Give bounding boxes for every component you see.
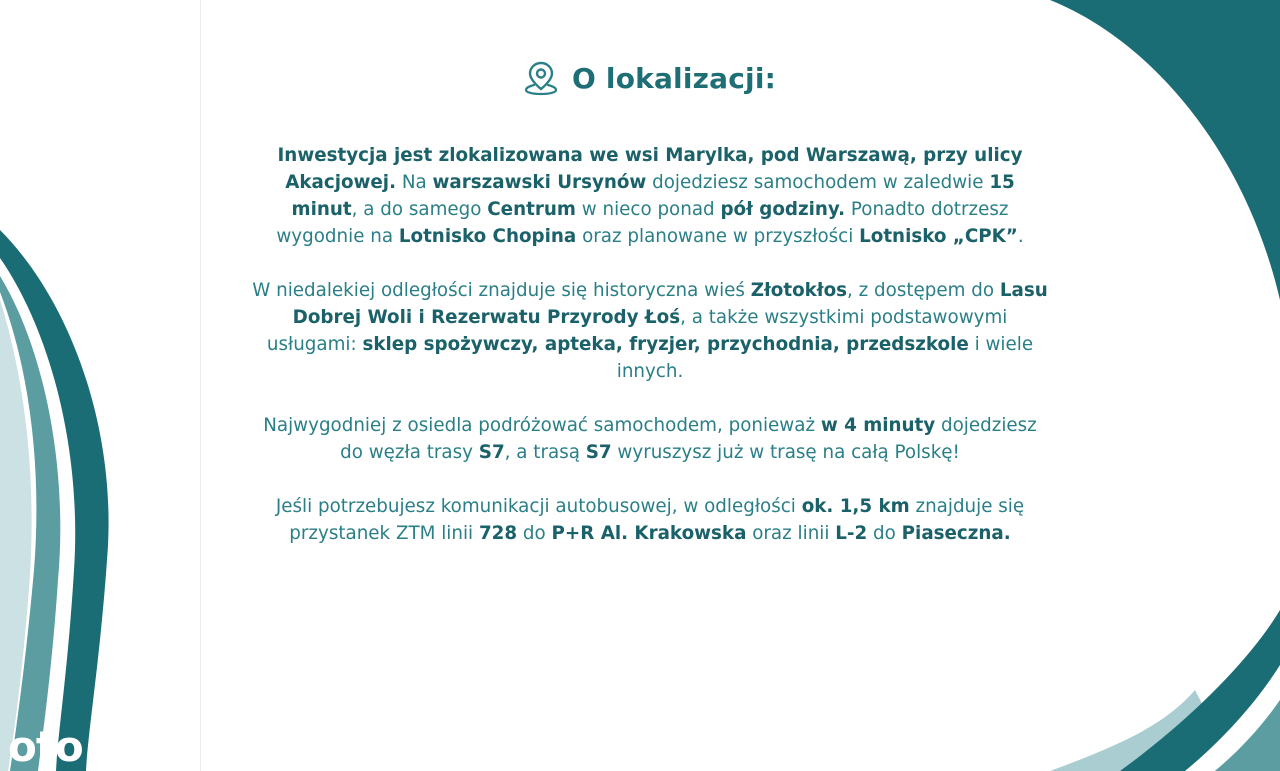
highlighted-text: Lotnisko Chopina: [398, 226, 577, 247]
body-text: Na: [396, 172, 433, 193]
highlighted-text: warszawski Ursynów: [432, 172, 647, 193]
body-text: i wiele innych.: [616, 334, 1034, 382]
highlighted-text: Inwestycja jest zlokalizowana we wsi Marylka, pod Warszawą, przy ulicy Akacjowej.: [277, 145, 1023, 193]
highlighted-text: Lotnisko „CPK”: [859, 226, 1018, 247]
highlighted-text: Złotokłos: [750, 280, 848, 301]
highlighted-text: pół godziny.: [720, 199, 846, 220]
watermark-logo: oto: [8, 722, 83, 771]
top-right-wave: [1050, 0, 1280, 300]
highlighted-text: ok. 1,5 km: [801, 496, 910, 517]
highlighted-text: 15 minut: [291, 172, 1015, 220]
highlighted-text: S7: [478, 442, 505, 463]
body-text: oraz linii: [746, 523, 836, 544]
body-text: wyruszysz już w trasę na całą Polskę!: [611, 442, 960, 463]
highlighted-text: S7: [585, 442, 612, 463]
highlighted-text: sklep spożywczy, apteka, fryzjer, przychodnia, przedszkole: [362, 334, 969, 355]
body-text: dojedziesz samochodem w zaledwie: [646, 172, 990, 193]
highlighted-text: L-2: [835, 523, 868, 544]
body-text: oraz planowane w przyszłości: [576, 226, 860, 247]
body-text: Ponadto dotrzesz wygodnie na: [276, 199, 1009, 247]
paragraph-surroundings: [250, 277, 1050, 385]
highlighted-text: Lasu Dobrej Woli i Rezerwatu Przyrody Łoś: [292, 280, 1048, 328]
body-text: W niedalekiej odległości znajduje się historyczna wieś: [252, 280, 751, 301]
page-title: O lokalizacji:: [571, 61, 777, 95]
body-text: dojedziesz do węzła trasy: [340, 415, 1037, 463]
body-text: do: [517, 523, 552, 544]
highlighted-text: P+R Al. Krakowska: [551, 523, 747, 544]
highlighted-text: w 4 minuty: [820, 415, 936, 436]
paragraph-car-access: [250, 412, 1050, 466]
body-text: .: [1017, 226, 1024, 247]
body-text: znajduje się przystanek ZTM linii: [289, 496, 1025, 544]
body-text: , a trasą: [504, 442, 586, 463]
body-text: , a do samego: [351, 199, 488, 220]
body-text: do: [867, 523, 902, 544]
highlighted-text: 728: [478, 523, 518, 544]
body-text: Jeśli potrzebujesz komunikacji autobusowej, w odległości: [275, 496, 802, 517]
location-pin-icon: [524, 60, 558, 96]
page-divider: [200, 0, 201, 771]
paragraph-location: [250, 142, 1050, 250]
body-text: w nieco ponad: [575, 199, 721, 220]
body-text: , z dostępem do: [847, 280, 1000, 301]
highlighted-text: Centrum: [487, 199, 576, 220]
body-text: Najwygodniej z osiedla podróżować samochodem, ponieważ: [263, 415, 821, 436]
section-heading: [250, 50, 1050, 106]
paragraph-bus-access: [250, 493, 1050, 547]
highlighted-text: Piaseczna.: [901, 523, 1011, 544]
body-text: , a także wszystkimi podstawowymi usługami:: [266, 307, 1008, 355]
content-column: [250, 50, 1050, 547]
